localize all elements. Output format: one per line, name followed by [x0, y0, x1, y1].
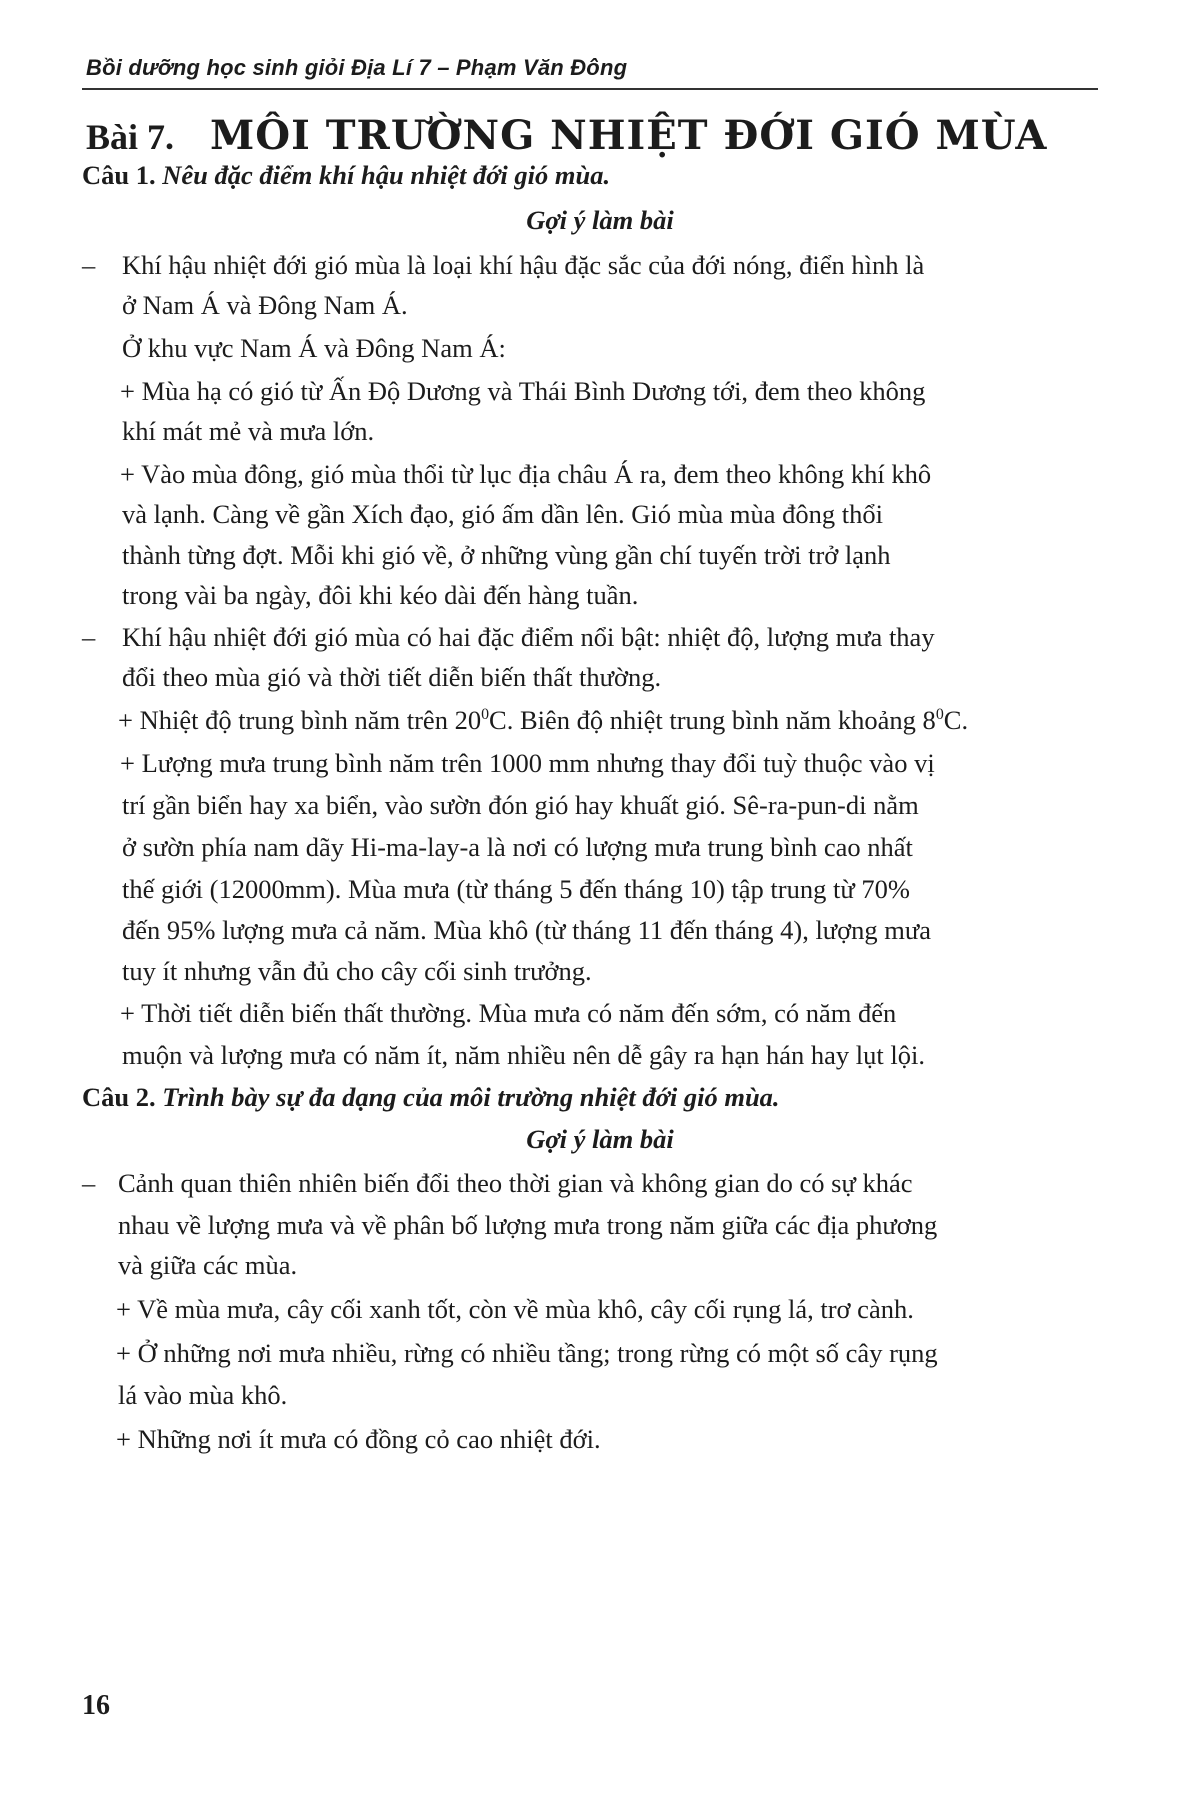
q1-line-16: trí gần biển hay xa biển, vào sườn đón gió hay khuất gió. Sê-ra-pun-di nằm [122, 790, 919, 820]
q1-line-3: Ở khu vực Nam Á và Đông Nam Á: [122, 333, 506, 363]
bullet-dash: – [82, 250, 96, 280]
q1-line-6: + Vào mùa đông, gió mùa thổi từ lục địa châu Á ra, đem theo không khí khô [120, 459, 932, 489]
q1-line-19: đến 95% lượng mưa cả năm. Mùa khô (từ tháng 11 đến tháng 4), lượng mưa [122, 915, 932, 945]
q1-line-21: + Thời tiết diễn biến thất thường. Mùa mưa có năm đến sớm, có năm đến [120, 998, 897, 1028]
question-1-label: Câu 1. [82, 160, 156, 190]
q1-line-5: khí mát mẻ và mưa lớn. [122, 416, 375, 446]
q1-line-11: đổi theo mùa gió và thời tiết diễn biến thất thường. [122, 662, 662, 692]
temp-text-a: + Nhiệt độ trung bình năm trên 20 [118, 705, 482, 735]
q1-line-17: ở sườn phía nam dãy Hi-ma-lay-a là nơi có lượng mưa trung bình cao nhất [122, 832, 913, 862]
running-head: Bồi dưỡng học sinh giỏi Địa Lí 7 – Phạm Văn Đông [86, 55, 628, 80]
q1-line-7: và lạnh. Càng về gần Xích đạo, gió ấm dần lên. Gió mùa mùa đông thổi [122, 499, 883, 529]
lesson-number: Bài 7. [86, 117, 175, 157]
q1-line-20: tuy ít nhưng vẫn đủ cho cây cối sinh trưởng. [122, 956, 592, 986]
q1-line-8: thành từng đợt. Mỗi khi gió về, ở những vùng gần chí tuyến trời trở lạnh [122, 540, 891, 570]
q1-line-4: + Mùa hạ có gió từ Ấn Độ Dương và Thái Bình Dương tới, đem theo không [120, 376, 926, 406]
q2-line-7: + Những nơi ít mưa có đồng cỏ cao nhiệt đới. [116, 1424, 601, 1454]
q1-line-10: Khí hậu nhiệt đới gió mùa có hai đặc điểm nổi bật: nhiệt độ, lượng mưa thay [122, 622, 935, 652]
question-2-text: Trình bày sự đa dạng của môi trường nhiệt đới gió mùa. [162, 1082, 780, 1112]
question-2-hint-heading: Gợi ý làm bài [526, 1124, 674, 1154]
question-2-label: Câu 2. [82, 1082, 156, 1112]
question-1-text: Nêu đặc điểm khí hậu nhiệt đới gió mùa. [162, 160, 611, 190]
q2-line-5: + Ở những nơi mưa nhiều, rừng có nhiều tầng; trong rừng có một số cây rụng [116, 1338, 938, 1368]
q2-line-2: nhau về lượng mưa và về phân bố lượng mưa trong năm giữa các địa phương [118, 1210, 938, 1240]
temp-text-c: C. [943, 705, 969, 735]
bullet-dash: – [82, 1168, 96, 1198]
q2-line-6: lá vào mùa khô. [118, 1380, 288, 1410]
question-2 [82, 1082, 780, 1113]
degree-mark: 0 [481, 706, 490, 724]
q2-line-4: + Về mùa mưa, cây cối xanh tốt, còn về mùa khô, cây cối rụng lá, trơ cành. [116, 1294, 914, 1324]
q2-line-3: và giữa các mùa. [118, 1250, 298, 1280]
q1-line-1: Khí hậu nhiệt đới gió mùa là loại khí hậu đặc sắc của đới nóng, điển hình là [122, 250, 925, 280]
q1-line-9: trong vài ba ngày, đôi khi kéo dài đến hàng tuần. [122, 580, 639, 610]
question-1 [82, 160, 610, 191]
q1-line-15: + Lượng mưa trung bình năm trên 1000 mm nhưng thay đổi tuỳ thuộc vào vị [120, 748, 935, 778]
question-1-hint-heading: Gợi ý làm bài [526, 205, 674, 235]
q1-line-18: thế giới (12000mm). Mùa mưa (từ tháng 5 đến tháng 10) tập trung từ 70% [122, 874, 910, 904]
q1-line-22: muộn và lượng mưa có năm ít, năm nhiều nên dễ gây ra hạn hán hay lụt lội. [122, 1040, 925, 1070]
degree-mark: 0 [935, 706, 944, 724]
q1-line-2: ở Nam Á và Đông Nam Á. [122, 290, 408, 320]
temp-text-b: C. Biên độ nhiệt trung bình năm khoảng 8 [489, 705, 936, 735]
bullet-dash: – [82, 622, 96, 652]
q1-line-temperature [118, 705, 968, 736]
lesson-name: MÔI TRƯỜNG NHIỆT ĐỚI GIÓ MÙA [210, 112, 1048, 159]
q2-line-1: Cảnh quan thiên nhiên biến đổi theo thời gian và không gian do có sự khác [118, 1168, 913, 1198]
page-number: 16 [82, 1690, 110, 1721]
